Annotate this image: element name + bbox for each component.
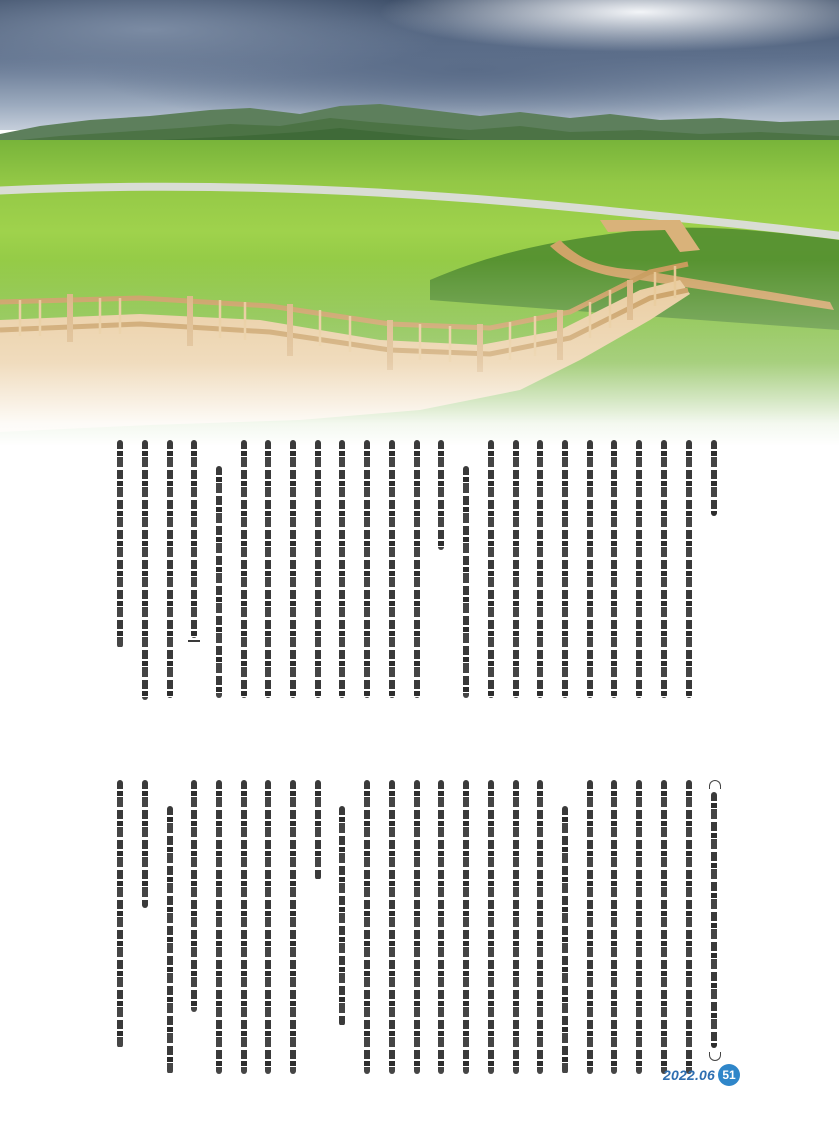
photo-fade-overlay [0,260,839,445]
folio [663,1064,740,1086]
page-number-badge: 51 [718,1064,740,1086]
issue-date: 2022.06 [663,1067,716,1083]
hero-photo [0,0,839,445]
